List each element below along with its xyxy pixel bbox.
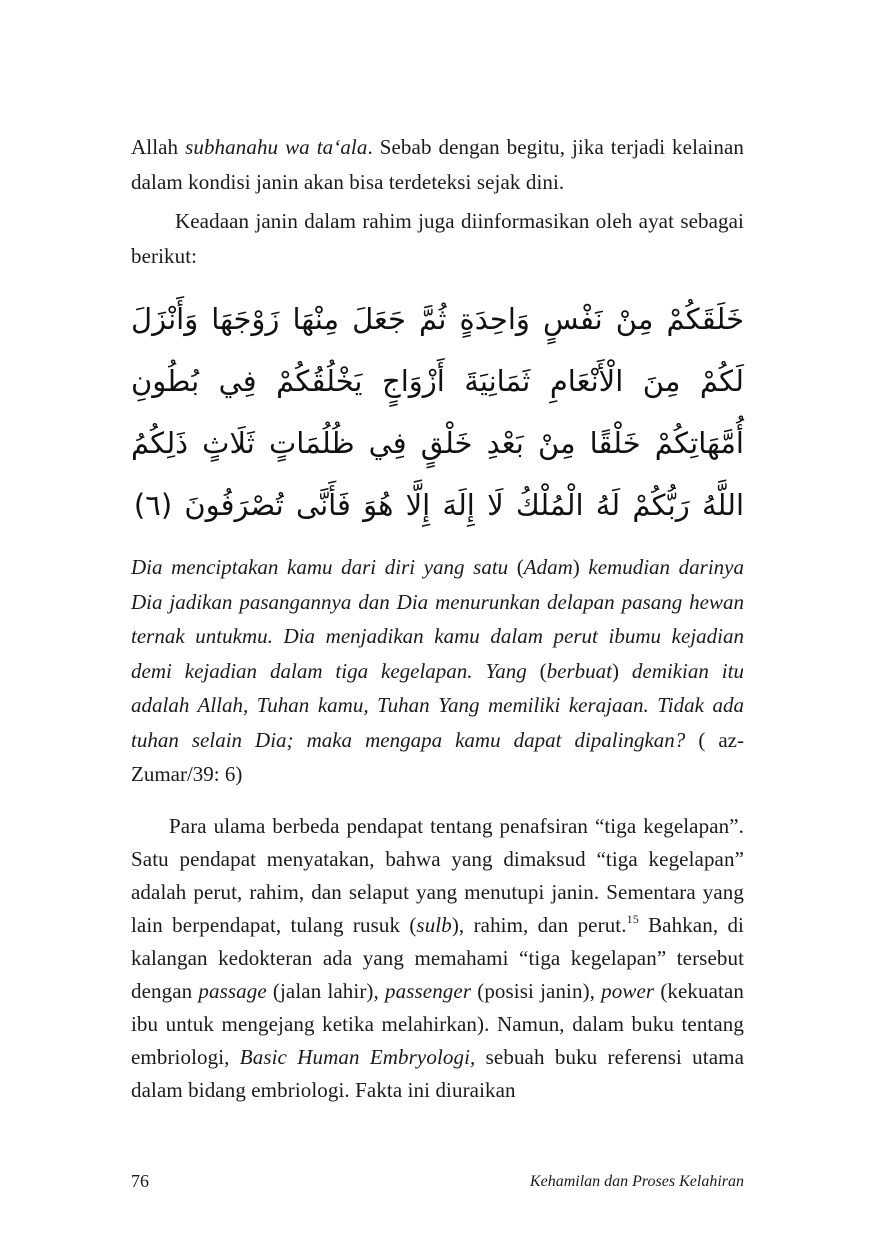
footnote-marker: 15 — [626, 911, 639, 926]
p3-term-power: power — [601, 978, 655, 1003]
p1-italic-phrase: subhanahu wa ta‘ala — [185, 135, 368, 159]
p3-text-e: (posisi janin), — [471, 978, 602, 1003]
p3-text-b: ), rahim, dan perut. — [451, 912, 627, 937]
translation-paren: ( — [516, 555, 524, 579]
paragraph-three-darkness — [131, 810, 744, 1107]
p1-text-start: Allah — [131, 135, 186, 159]
p3-term-passenger: passenger — [385, 978, 472, 1003]
translation-berbuat: berbuat — [546, 658, 612, 683]
p3-term-passage: passage — [198, 978, 267, 1003]
page-content — [131, 130, 744, 1107]
paragraph-intro — [131, 130, 744, 200]
page-number: 76 — [131, 1171, 149, 1191]
arabic-verse: خَلَقَكُمْ مِنْ نَفْسٍ وَاحِدَةٍ ثُمَّ جَعَلَ مِنْهَا زَوْجَهَا وَأَنْزَلَ لَكُمْ مِنَ الْأَنْعَامِ ثَمَانِيَةَ أَزْوَاجٍ يَخْلُقُكُمْ فِي بُطُونِ أُمَّهَاتِكُمْ خَلْقًا مِنْ بَعْدِ خَلْقٍ فِي ظُلُمَاتٍ ثَلَاثٍ ذَلِكُمُ اللَّهُ رَبُّكُمْ لَهُ الْمُلْكُ لَا إِلَهَ إِلَّا هُوَ فَأَنَّى تُصْرَفُونَ (٦) — [131, 302, 744, 522]
verse-reference: ( az-Zumar/39: 6) — [131, 727, 744, 786]
translation-part-1: Dia menciptakan kamu dari diri yang satu — [131, 555, 517, 579]
p3-term-sulb: sulb — [416, 912, 452, 937]
translation-part-3: kemudian darinya Dia jadikan pasangannya dan Dia menurunkan delapan pasang hewan ternak untukmu. Dia menjadikan kamu dalam perut ibumu kejadian demi kejadian dalam tiga kegelapan. Yang — [131, 555, 744, 683]
p3-text-d: (jalan lahir), — [266, 978, 386, 1003]
page-footer — [131, 1171, 744, 1197]
translation-adam: Adam — [523, 555, 573, 579]
p3-text-a: Para ulama berbeda pendapat tentang penafsiran “tiga kegelapan”. Satu pendapat menyatakan, bahwa yang dimaksud “tiga kegelapan” adalah perut, rahim, dan selaput yang menutupi janin. Sementara yang lain berpendapat, tulang rusuk ( — [131, 813, 744, 937]
translation-part-5: demikian itu adalah Allah, Tuhan kamu, Tuhan Yang memiliki kerajaan. Tidak ada tuhan selain Dia; maka mengapa kamu dapat dipalingkan? — [131, 658, 744, 752]
running-title: Kehamilan dan Proses Kelahiran — [529, 1173, 744, 1190]
p3-text-f: (kekuatan ibu untuk mengejang ketika melahirkan). Namun, dalam buku tentang embriologi, — [131, 978, 745, 1069]
translation-paren: ( — [539, 658, 547, 683]
paragraph-verse-intro: Keadaan janin dalam rahim juga diinformasikan oleh ayat sebagai berikut: — [131, 209, 744, 268]
verse-translation — [131, 550, 744, 792]
translation-paren: ) — [572, 555, 580, 579]
p3-book-title: Basic Human Embryologi, — [239, 1044, 476, 1069]
p3-text-c: Bahkan, di kalangan kedokteran ada yang memahami “tiga kegelapan” tersebut dengan — [131, 912, 744, 1003]
p3-text-g: sebuah buku referensi utama dalam bidang embriologi. Fakta ini diuraikan — [131, 1044, 744, 1102]
p1-text-end: . Sebab dengan begitu, jika terjadi kelainan dalam kondisi janin akan bisa terdeteksi sejak dini. — [131, 135, 744, 194]
translation-paren: ) — [611, 658, 619, 683]
